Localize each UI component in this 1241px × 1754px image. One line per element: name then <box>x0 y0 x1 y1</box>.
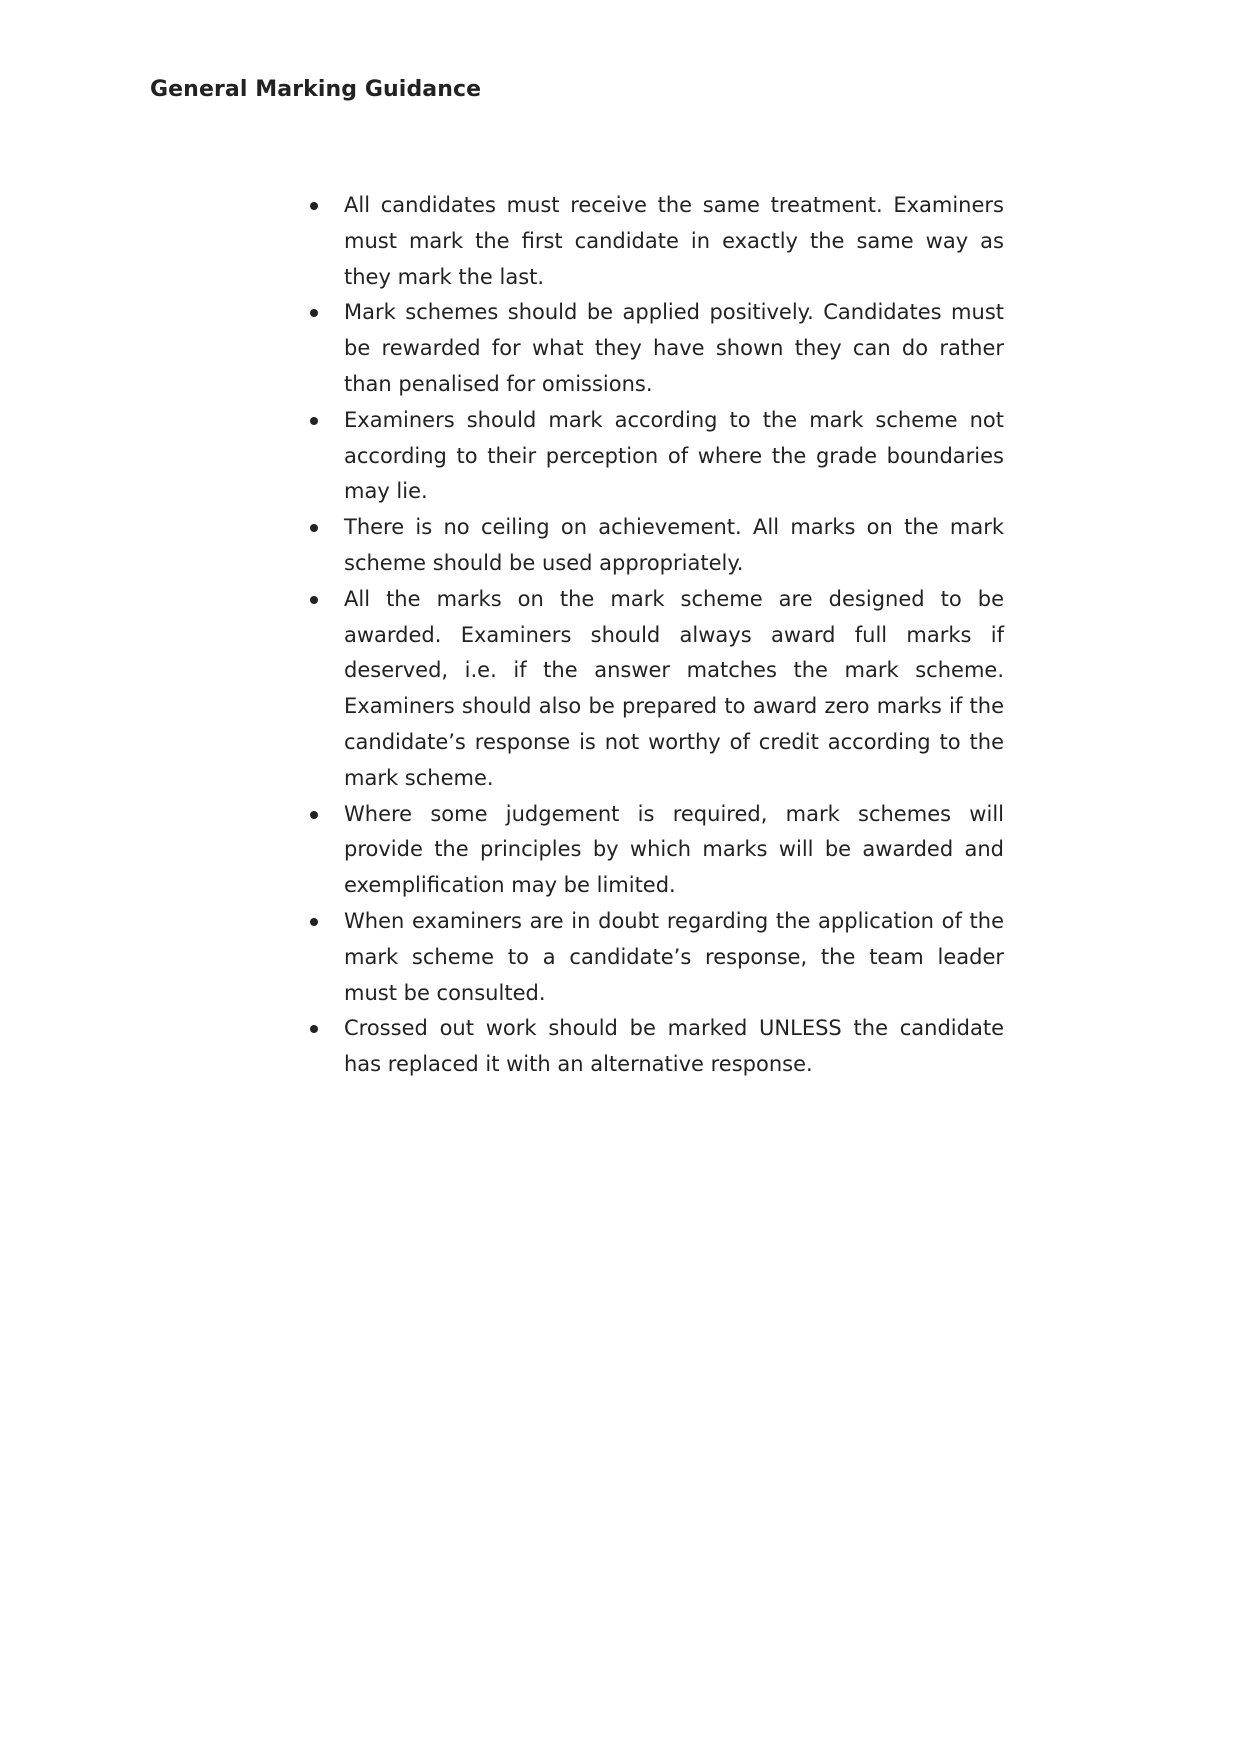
list-item-text: When examiners are in doubt regarding the application of the mark scheme to a candidate’s response, the team leader must be consulted. <box>344 908 1004 1005</box>
list-item-text: All candidates must receive the same treatment. Examiners must mark the first candidate in exactly the same way as they mark the last. <box>344 193 1004 289</box>
bullet-icon <box>306 1011 326 1047</box>
list-item <box>302 403 1004 510</box>
list-item-text: Examiners should mark according to the mark scheme not according to their perception of where the grade boundaries may lie. <box>344 407 1004 504</box>
list-item-text: Crossed out work should be marked UNLESS the candidate has replaced it with an alternative response. <box>344 1016 1004 1077</box>
list-item <box>302 1011 1004 1083</box>
bullet-icon <box>306 188 326 224</box>
list-item-text: Mark schemes should be applied positively. Candidates must be rewarded for what they have shown they can do rather than penalised for omissions. <box>344 300 1004 396</box>
bullet-icon <box>306 403 326 439</box>
bullet-icon <box>306 797 326 833</box>
list-item <box>302 510 1004 582</box>
page-title: General Marking Guidance <box>150 77 482 102</box>
bullet-icon <box>306 904 326 940</box>
list-item-text: Where some judgement is required, mark schemes will provide the principles by which marks will be awarded and exemplification may be limited. <box>344 801 1004 898</box>
guidance-list <box>302 188 1004 1083</box>
list-item <box>302 188 1004 295</box>
list-item-text: All the marks on the mark scheme are designed to be awarded. Examiners should always award full marks if deserved, i.e. if the answer matches the mark scheme. Examiners should also be prepared to award zero marks if the candidate’s response is not worthy of credit according to the mark scheme. <box>344 586 1004 790</box>
bullet-icon <box>306 582 326 618</box>
list-item <box>302 797 1004 904</box>
bullet-icon <box>306 510 326 546</box>
list-item <box>302 295 1004 402</box>
bullet-icon <box>306 295 326 331</box>
list-item <box>302 904 1004 1011</box>
list-item-text: There is no ceiling on achievement. All marks on the mark scheme should be used appropriately. <box>344 515 1004 575</box>
list-item <box>302 582 1004 797</box>
